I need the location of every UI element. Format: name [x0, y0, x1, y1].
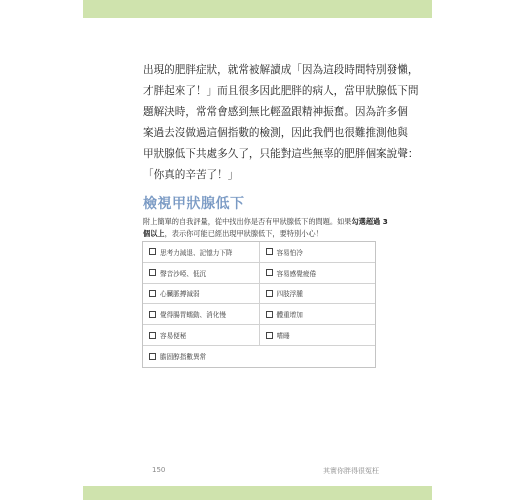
checklist-row: [143, 242, 375, 263]
bottom-color-band: [83, 486, 432, 500]
checklist-item-label: 思考力減退、記憶力下降: [160, 248, 233, 257]
section-title: 檢視甲狀腺低下: [143, 196, 245, 212]
checkbox-icon[interactable]: [266, 311, 273, 318]
checklist-item[interactable]: [143, 346, 375, 367]
top-color-band: [83, 0, 432, 18]
checklist-item[interactable]: [259, 242, 376, 262]
paragraph-line: 才胖起來了！」而且很多因此肥胖的病人，當甲狀腺低下問: [143, 85, 419, 97]
checklist-item[interactable]: [259, 304, 376, 324]
checkbox-icon[interactable]: [266, 290, 273, 297]
intro-emphasis: 勾選超過 3: [351, 217, 388, 226]
symptom-checklist: [142, 241, 376, 368]
checkbox-icon[interactable]: [149, 248, 156, 255]
intro-text: [143, 216, 388, 240]
checkbox-icon[interactable]: [149, 269, 156, 276]
checklist-item-label: 嗜睡: [276, 332, 290, 341]
checklist-item-label: 四肢浮腫: [276, 290, 303, 299]
checklist-item[interactable]: [259, 284, 376, 304]
checklist-item-label: 心臟脈搏減弱: [160, 290, 200, 299]
checkbox-icon[interactable]: [149, 332, 156, 339]
checklist-item[interactable]: [143, 263, 259, 283]
intro-line-2: [143, 228, 379, 240]
checklist-row: [143, 346, 375, 367]
checklist-row: [143, 304, 375, 325]
checklist-item-label: 容易感覺疲倦: [276, 269, 317, 278]
paragraph-line: 甲狀腺低下共處多久了，只能對這些無辜的肥胖個案說聲：: [143, 148, 419, 160]
intro-emphasis: 個以上: [143, 229, 165, 238]
page-number: 150: [152, 466, 166, 474]
checkbox-icon[interactable]: [266, 269, 273, 276]
paragraph-line: 「你真的辛苦了！」: [143, 169, 239, 181]
intro-text-part: ，表示你可能已經出現甲狀腺低下，要特別小心！: [164, 229, 323, 238]
checklist-item-label: 聲音沙啞、低沉: [160, 269, 207, 278]
checklist-item[interactable]: [143, 325, 259, 345]
checklist-item-label: 容易便秘: [160, 332, 187, 341]
checklist-item[interactable]: [143, 284, 259, 304]
running-head: 其實你胖得很冤枉: [323, 467, 379, 475]
checklist-item[interactable]: [143, 304, 259, 324]
checklist-item-label: 膽固醇指數異常: [160, 353, 207, 362]
checklist-item-label: 容易怕冷: [276, 248, 303, 257]
checklist-item-label: 體重增加: [276, 311, 303, 320]
paragraph-line: 案過去沒做過這個指數的檢測，因此我們也很難推測他與: [143, 127, 408, 139]
intro-line-1: [143, 216, 388, 228]
checkbox-icon[interactable]: [149, 311, 156, 318]
paragraph-line: 題解決時，常常會感到無比輕盈跟精神振奮。因為許多個: [143, 106, 408, 118]
checklist-row: [143, 325, 375, 346]
checkbox-icon[interactable]: [266, 248, 273, 255]
checklist-item[interactable]: [259, 263, 376, 283]
checklist-item[interactable]: [143, 242, 259, 262]
intro-text-part: 附上簡單的自我評量，從中找出你是否有甲狀腺低下的問題。如果: [143, 217, 352, 226]
checklist-item-label: 覺得腸胃蠕動、消化慢: [160, 311, 226, 320]
checklist-row: [143, 263, 375, 284]
checklist-item[interactable]: [259, 325, 376, 345]
checkbox-icon[interactable]: [266, 332, 273, 339]
checkbox-icon[interactable]: [149, 290, 156, 297]
paragraph-line: 出現的肥胖症狀，就常被解讀成「因為這段時間特別發懶，: [143, 64, 419, 76]
checklist-row: [143, 284, 375, 305]
checkbox-icon[interactable]: [149, 353, 156, 360]
body-paragraph: [143, 60, 419, 186]
